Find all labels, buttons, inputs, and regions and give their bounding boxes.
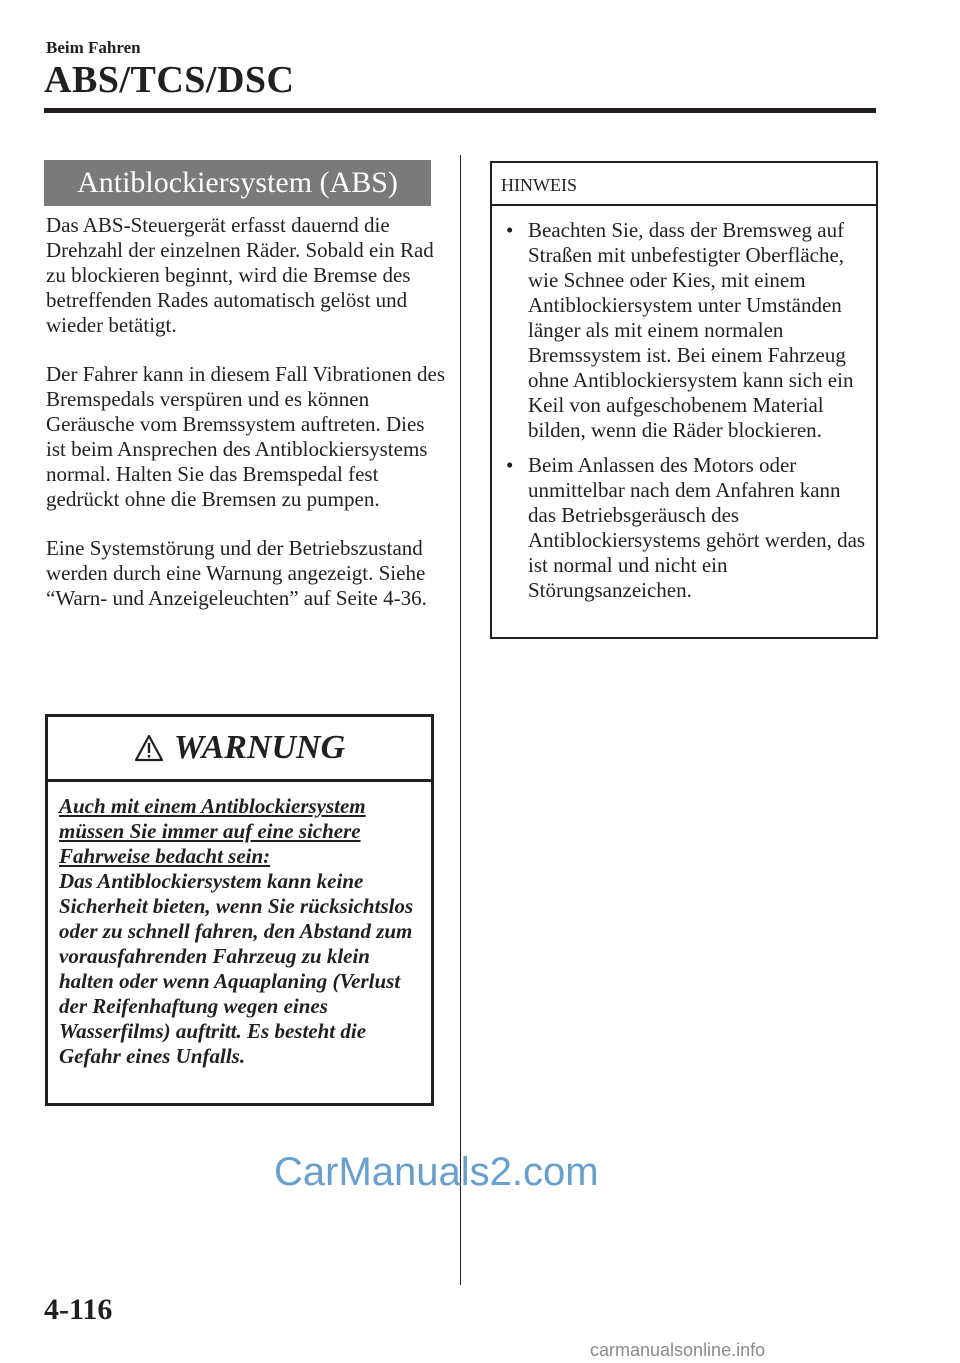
warning-body: [48, 782, 431, 1069]
note-title: HINWEIS: [492, 163, 876, 206]
bullet-icon: •: [506, 453, 514, 477]
paragraph-1: Das ABS-Steuergerät erfasst dauernd die Drehzahl der einzelnen Räder. Sobald ein Rad zu blockieren beginnt, wird die Bremse des betreffenden Rades automatisch gelöst und wieder betätigt.: [46, 213, 434, 337]
warning-header: [48, 717, 431, 782]
warning-triangle-icon: [134, 734, 164, 762]
warning-underlined-text: Auch mit einem Antiblockiersystem müssen Sie immer auf eine sichere Fahrweise bedacht sein:: [59, 794, 366, 868]
note-item-text: Beachten Sie, dass der Bremsweg auf Straßen mit unbefestigter Oberfläche, wie Schnee oder Kies, mit einem Antiblockiersystem unter Umständen länger als mit einem normalen Bremssystem ist. Bei einem Fahrzeug ohne Antiblockiersystem kann sich ein Keil von aufgeschobenem Material bilden, wenn die Räder blockieren.: [528, 218, 854, 442]
watermark: CarManuals2.com: [274, 1150, 599, 1194]
list-item: [502, 453, 870, 603]
page-number: 4-116: [44, 1293, 113, 1326]
warning-box: [45, 714, 434, 1106]
note-item-text: Beim Anlassen des Motors oder unmittelbar nach dem Anfahren kann das Betriebsgeräusch des Antiblockiersystems gehört werden, das ist normal und nicht ein Störungsanzeichen.: [528, 453, 866, 602]
page-title: ABS/TCS/DSC: [44, 59, 295, 101]
note-list: [492, 206, 876, 603]
section-heading: Antiblockiersystem (ABS): [44, 160, 431, 206]
paragraph-2: Der Fahrer kann in diesem Fall Vibrationen des Bremspedals verspüren und es können Geräusche vom Bremssystem auftreten. Dies ist beim Ansprechen des Antiblockiersystems normal. Halten Sie das Bremspedal fest gedrückt ohne die Bremsen zu pumpen.: [46, 362, 445, 511]
header-rule: [44, 108, 876, 113]
footer-site: carmanualsonline.info: [590, 1340, 766, 1360]
chapter-label: Beim Fahren: [46, 38, 141, 57]
column-divider: [460, 155, 461, 1285]
section-body: [46, 213, 446, 635]
warning-title: WARNUNG: [173, 729, 346, 766]
paragraph-3: Eine Systemstörung und der Betriebszustand werden durch eine Warnung angezeigt. Siehe “Warn- und Anzeigeleuchten” auf Seite 4-36.: [46, 536, 427, 610]
warning-text: Das Antiblockiersystem kann keine Sicherheit bieten, wenn Sie rücksichtslos oder zu schnell fahren, den Abstand zum vorausfahrenden Fahrzeug zu klein halten oder wenn Aquaplaning (Verlust der Reifenhaftung wegen eines Wasserfilms) auftritt. Es besteht die Gefahr eines Unfalls.: [59, 869, 414, 1068]
note-box: [490, 161, 878, 639]
list-item: [502, 218, 870, 443]
bullet-icon: •: [506, 218, 514, 242]
